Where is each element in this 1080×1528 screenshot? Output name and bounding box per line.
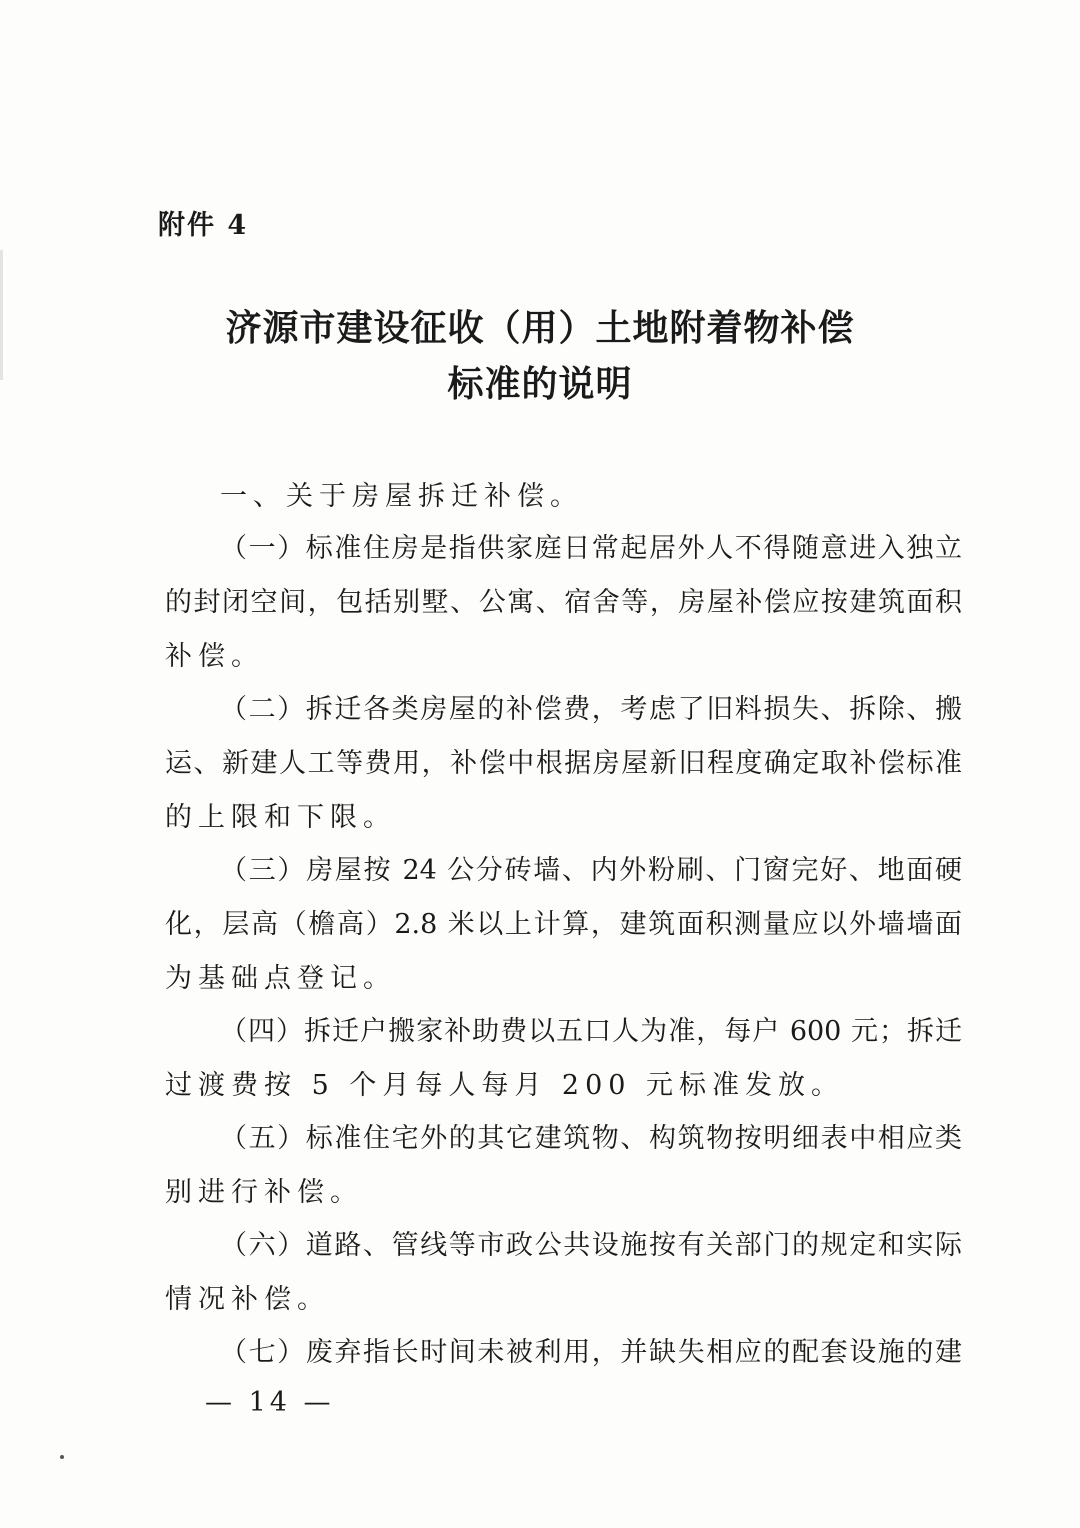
paragraph-line: 运、新建人工等费用，补偿中根据房屋新旧程度确定取补偿标准 (165, 748, 962, 779)
paragraph-line: （三）房屋按 24 公分砖墙、内外粉刷、门窗完好、地面硬 (220, 855, 962, 886)
paragraph-line: （五）标准住宅外的其它建筑物、构筑物按明细表中相应类 (220, 1123, 962, 1154)
paragraph-line: 补偿。 (165, 641, 264, 672)
paragraph-line: （七）废弃指长时间未被利用，并缺失相应的配套设施的建 (220, 1337, 962, 1368)
scan-speck (60, 1455, 64, 1459)
paragraph-line: 情况补偿。 (165, 1284, 330, 1315)
paragraph-line: 的上限和下限。 (165, 802, 396, 833)
paragraph-line: 化，层高（檐高）2.8 米以上计算，建筑面积测量应以外墙墙面 (165, 909, 962, 940)
paragraph-line: 的封闭空间，包括别墅、公寓、宿舍等，房屋补偿应按建筑面积 (165, 587, 962, 618)
section-heading: 一、关于房屋拆迁补偿。 (220, 481, 583, 512)
document-title-line-2: 标准的说明 (447, 363, 633, 405)
paragraph-line: （六）道路、管线等市政公共设施按有关部门的规定和实际 (220, 1230, 962, 1261)
document-title-line-1: 济源市建设征收（用）土地附着物补偿 (225, 307, 855, 349)
page-number: — 14 — (205, 1387, 335, 1418)
paragraph-line: 为基础点登记。 (165, 963, 396, 994)
attachment-label: 附件 4 (158, 210, 249, 241)
paragraph-line: （一）标准住房是指供家庭日常起居外人不得随意进入独立 (220, 533, 962, 564)
paragraph-line: 别进行补偿。 (165, 1177, 363, 1208)
paragraph-line: （四）拆迁户搬家补助费以五口人为准，每户 600 元；拆迁 (220, 1016, 962, 1047)
paragraph-line: （二）拆迁各类房屋的补偿费，考虑了旧料损失、拆除、搬 (220, 694, 962, 725)
paragraph-line: 过渡费按 5 个月每人每月 200 元标准发放。 (165, 1070, 845, 1101)
